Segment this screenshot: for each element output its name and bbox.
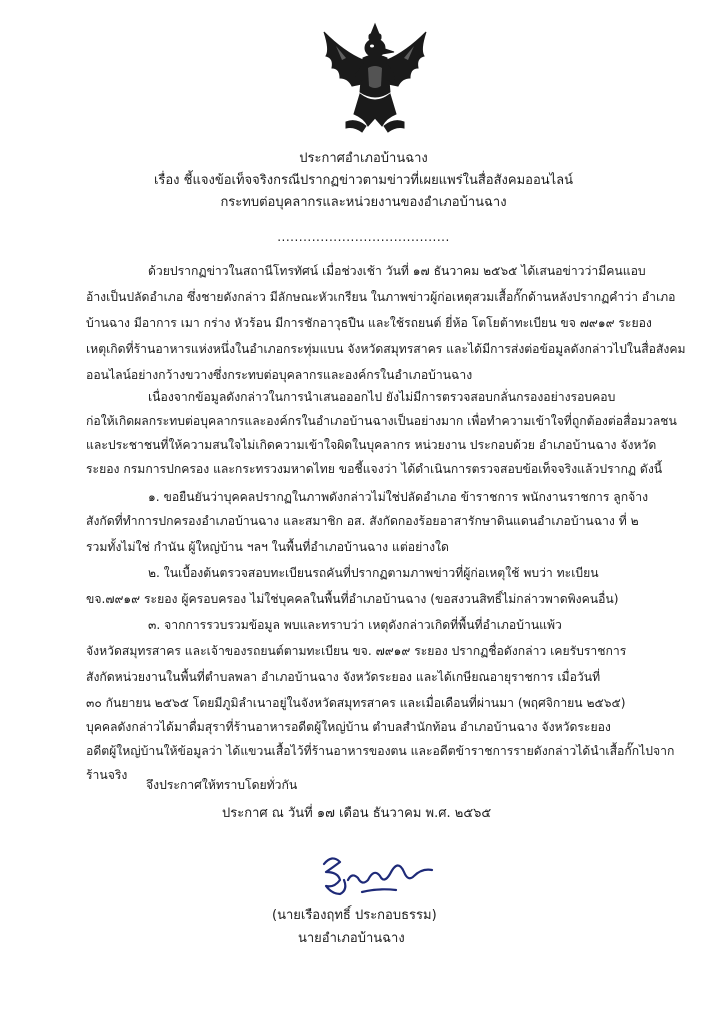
issue-date: ประกาศ ณ วันที่ ๑๗ เดือน ธันวาคม พ.ศ. ๒๕๖๕: [222, 806, 492, 821]
body-line: ระยอง กรมการปกครอง และกระทรวงมหาดไทย ขอชี้แจงว่า ได้ดำเนินการตรวจสอบข้อเท็จจริงแล้วปรากฏ ดังนี้: [86, 462, 663, 476]
body-line: ขจ.๗๙๑๙ ระยอง ผู้ครอบครอง ไม่ใช่บุคคลในพื้นที่อำเภอบ้านฉาง (ขอสงวนสิทธิ์ไม่กล่าวพาดพิงคนอื่น): [86, 592, 619, 606]
announcement-heading: [0, 148, 727, 214]
body-line: ๒. ในเบื้องต้นตรวจสอบทะเบียนรถคันที่ปรากฏตามภาพข่าวที่ผู้ก่อเหตุใช้ พบว่า ทะเบียน: [148, 566, 599, 580]
issuer-title: ประกาศอำเภอบ้านฉาง: [299, 151, 428, 166]
body-line: ๓. จากการรวบรวมข้อมูล พบและทราบว่า เหตุดังกล่าวเกิดที่พื้นที่อำเภอบ้านแพ้ว: [148, 618, 562, 632]
body-line: อ้างเป็นปลัดอำเภอ ซึ่งชายดังกล่าว มีลักษณะหัวเกรียน ในภาพข่าวผู้ก่อเหตุสวมเสื้อกั๊กด้านหลังปรากฏคำว่า อำเภอ: [86, 290, 676, 304]
signer-position: นายอำเภอบ้านฉาง: [298, 931, 405, 946]
body-line: รวมทั้งไม่ใช่ กำนัน ผู้ใหญ่บ้าน ฯลฯ ในพื้นที่อำเภอบ้านฉาง แต่อย่างใด: [86, 540, 449, 554]
garuda-emblem-icon: [316, 22, 434, 134]
body-line: ออนไลน์อย่างกว้างขวางซึ่งกระทบต่อบุคลากรและองค์กรในอำเภอบ้านฉาง: [86, 368, 473, 382]
body-line: สังกัดที่ทำการปกครองอำเภอบ้านฉาง และสมาชิก อส. สังกัดกองร้อยอาสารักษาดินแดนอำเภอบ้านฉาง ที่ ๒: [86, 514, 639, 528]
body-line: ร้านจริง: [86, 768, 128, 782]
body-line: บุคคลดังกล่าวได้มาดื่มสุราที่ร้านอาหารอดีตผู้ใหญ่บ้าน ตำบลสำนักท้อน อำเภอบ้านฉาง จังหวัดระยอง: [86, 720, 611, 734]
body-line: ๓๐ กันยายน ๒๕๖๕ โดยมีภูมิลำเนาอยู่ในจังหวัดสมุทรสาคร และเมื่อเดือนที่ผ่านมา (พฤศจิกายน ๒๕๖๕): [86, 696, 626, 710]
body-line: ๑. ขอยืนยันว่าบุคคลปรากฏในภาพดังกล่าวไม่ใช่ปลัดอำเภอ ข้าราชการ พนักงานราชการ ลูกจ้าง: [148, 490, 649, 504]
body-line: ก่อให้เกิดผลกระทบต่อบุคลากรและองค์กรในอำเภอบ้านฉางเป็นอย่างมาก เพื่อทำความเข้าใจที่ถูกต้องต่อสื่อมวลชน: [86, 414, 677, 428]
closing-line: จึงประกาศให้ทราบโดยทั่วกัน: [146, 778, 298, 792]
signer-name: (นายเรืองฤทธิ์ ประกอบธรรม): [272, 908, 437, 923]
handwritten-signature: [318, 850, 438, 902]
body-line: จังหวัดสมุทรสาคร และเจ้าของรถยนต์ตามทะเบียน ขจ. ๗๙๑๙ ระยอง ปรากฏชื่อดังกล่าว เคยรับราชการ: [86, 644, 627, 658]
body-line: ด้วยปรากฏข่าวในสถานีโทรทัศน์ เมื่อช่วงเช้า วันที่ ๑๗ ธันวาคม ๒๕๖๕ ได้เสนอข่าวว่ามีคนแอบ: [148, 264, 646, 278]
heading-separator: ........................................: [277, 230, 450, 244]
subject-line-1: เรื่อง ชี้แจงข้อเท็จจริงกรณีปรากฏข่าวตามข่าวที่เผยแพร่ในสื่อสังคมออนไลน์: [153, 173, 574, 188]
body-line: เหตุเกิดที่ร้านอาหารแห่งหนึ่งในอำเภอกระทุ่มแบน จังหวัดสมุทรสาคร และได้มีการส่งต่อข้อมูลดังกล่าวไปในสื่อสังคม: [86, 342, 686, 356]
subject-line-2: กระทบต่อบุคลากรและหน่วยงานของอำเภอบ้านฉาง: [220, 195, 507, 210]
body-line: สังกัดหน่วยงานในพื้นที่ตำบลพลา อำเภอบ้านฉาง จังหวัดระยอง และได้เกษียณอายุราชการ เมื่อวันที่: [86, 670, 601, 684]
body-line: อดีตผู้ใหญ่บ้านให้ข้อมูลว่า ได้แขวนเสื้อไว้ที่ร้านอาหารของตน และอดีตข้าราชการรายดังกล่าวได้นำเสื้อกั๊กไปจาก: [86, 744, 675, 758]
body-line: บ้านฉาง มีอาการ เมา กร่าง หัวร้อน มีการชักอาวุธปืน และใช้รถยนต์ ยี่ห้อ โตโยต้าทะเบียน ขจ ๗๙๑๙ ระยอง: [86, 316, 652, 330]
body-line: เนื่องจากข้อมูลดังกล่าวในการนำเสนอออกไป ยังไม่มีการตรวจสอบกลั่นกรองอย่างรอบคอบ: [148, 390, 616, 404]
body-line: และประชาชนที่ให้ความสนใจไม่เกิดความเข้าใจผิดในบุคลากร หน่วยงาน ประกอบด้วย อำเภอบ้านฉาง จังหวัด: [86, 438, 657, 452]
